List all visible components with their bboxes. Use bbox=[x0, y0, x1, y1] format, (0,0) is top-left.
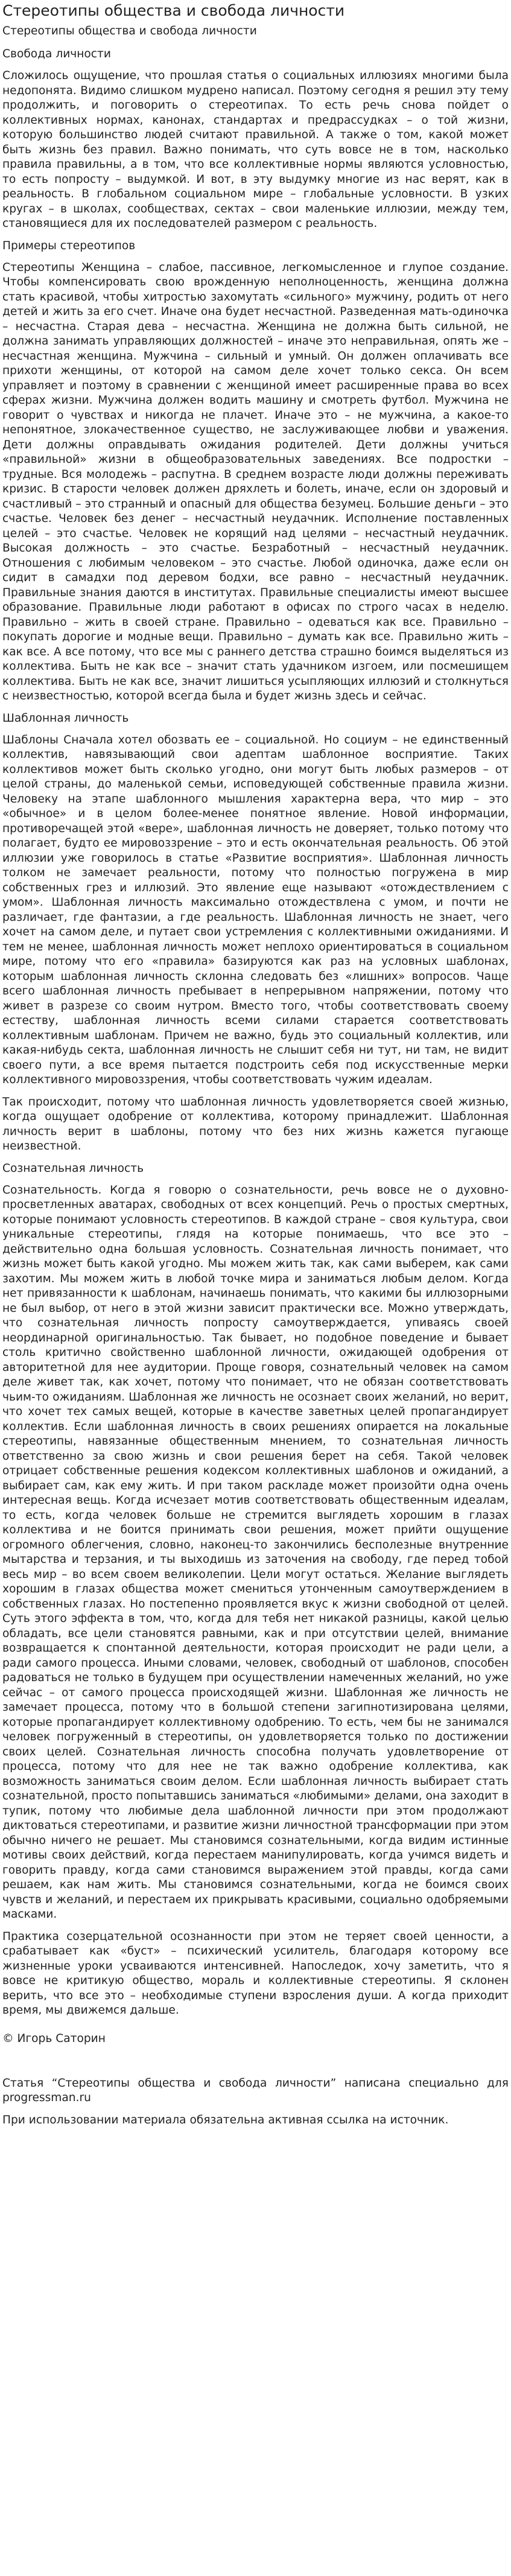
paragraph: Так происходит, потому что шаблонная личность удовлетворяется своей жизнью, когда ощущает одобрение от коллектива, которому принадлежит. Шаблонная личность верит в шаблоны, потому что без них жизнь кажется пугающе неизвестной. bbox=[2, 1095, 509, 1153]
section-heading-conscious-personality: Сознательная личность bbox=[2, 1162, 144, 1175]
section-heading-freedom: Свобода личности bbox=[2, 48, 111, 60]
article-title: Стереотипы общества и свобода личности bbox=[2, 2, 345, 19]
paragraph: Сложилось ощущение, что прошлая статья о социальных иллюзиях многими была недопонята. Видимо слишком мудрено написал. Поэтому сегодня я решил эту тему продолжить, и поговорить о стереотипах. То есть речь снова пойдет о коллективных нормах, канонах, стандартах и предрассудках – о той жизни, которую большинство людей считают правильной. А также о том, какой может быть жизнь без правил. Важно понимать, что суть вовсе не в том, насколько правила правильны, а в том, что все коллективные нормы являются условностью, то есть попросту – выдумкой. И вот, в эту выдумку многие из нас верят, как в реальность. В глобальном социальном мире – глобальные условности. В узких кругах – в школах, сообществах, сектах – свои маленькие иллюзии, между тем, становящиеся для их последователей размером с реальность. bbox=[2, 69, 509, 230]
paragraph: Практика созерцательной осознанности при этом не теряет своей ценности, а срабатывает как «буст» – психический усилитель, благодаря которому все жизненные уроки усваиваются интенсивней. Напоследок, хочу заметить, что я вовсе не критикую общество, мораль и коллективные стереотипы. Я склонен верить, что все это – необходимые ступени взросления души. А когда приходит время, мы движемся дальше. bbox=[2, 1930, 509, 2017]
paragraph: Шаблоны Сначала хотел обозвать ее – социальной. Но социум – не единственный коллектив, навязывающий свои адептам шаблонное восприятие. Таких коллективов может быть сколько угодно, они могут быть любых размеров – от целой страны, до маленькой семьи, исповедующей собственные правила жизни. Человеку на этапе шаблонного мышления характерна вера, что мир – это «обычное» и в целом более-менее понятное явление. Новой информации, противоречащей этой «вере», шаблонная личность не доверяет, только потому что полагает, будто ее мировоззрение – это и есть окончательная реальность. Об этой иллюзии уже говорилось в статье «Развитие восприятия». Шаблонная личность толком не замечает реальности, потому что полностью погружена в мир собственных грез и иллюзий. Это явление еще называют «отождествлением с умом». Шаблонная личность максимально отождествлена с умом, и почти не различает, где фантазии, а где реальность. Шаблонная личность не знает, чего хочет на самом деле, и путает свои устремления с коллективными ожиданиями. И тем не менее, шаблонная личность может неплохо ориентироваться в социальном мире, потому что его «правила» базируются как раз на условных шаблонах, которым шаблонная личность склонна следовать без «лишних» вопросов. Чаще всего шаблонная личность пребывает в непрерывном напряжении, потому что живет в разрезе со своим нутром. Вместо того, чтобы соответствовать своему естеству, шаблонная личность всеми силами старается соответствовать коллективным шаблонам. Причем не важно, будь это социальный коллектив, или какая-нибудь секта, шаблонная личность не слышит себя ни тут, ни там, не видит своего пути, а все время пытается подстроить себя под искусственные мерки коллективного мировоззрения, чтобы соответствовать чужим идеалам. bbox=[2, 733, 509, 1086]
author-signature: © Игорь Саторин bbox=[2, 2032, 106, 2045]
paragraph: Стереотипы Женщина – слабое, пассивное, легкомысленное и глупое создание. Чтобы компенсировать свою врожденную неполноценность, женщина должна стать красивой, чтобы хитростью захомутать «сильного» мужчину, родить от него детей и жить за его счет. Иначе она будет несчастной. Разведенная мать-одиночка – несчастна. Старая дева – несчастна. Женщина не должна быть сильной, не должна занимать управляющих должностей – иначе это неправильная, опять же – несчастная женщина. Мужчина – сильный и умный. Он должен оплачивать все прихоти женщины, от которой на самом деле хочет только секса. Он всем управляет и поэтому в сравнении с женщиной имеет расширенные права во всех сферах жизни. Мужчина должен водить машину и смотреть футбол. Мужчина не говорит о чувствах и никогда не плачет. Иначе это – не мужчина, а какое-то непонятное, злокачественное существо, не заслуживающее любви и уважения. Дети должны оправдывать ожидания родителей. Дети должны учиться «правильной» жизни в общеобразовательных заведениях. Все подростки – трудные. Вся молодежь – распутна. В среднем возрасте люди должны переживать кризис. В старости человек должен дряхлеть и болеть, иначе, если он здоровый и счастливый – это странный и опасный для общества безумец. Большие деньги – это счастье. Человек без денег – несчастный неудачник. Исполнение поставленных целей – это счастье. Человек не корящий над целями – несчастный неудачник. Высокая должность – это счастье. Безработный – несчастный неудачник. Отношения с любимым человеком – это счастье. Любой одиночка, даже если он сидит в самадхи под деревом бодхи, все равно – несчастный неудачник. Правильные знания даются в институтах. Правильные специалисты имеют высшее образование. Правильные люди работают в офисах по строго часах в неделю. Правильно – жить в своей стране. Правильно – одеваться как все. Правильно – покупать дорогие и модные вещи. Правильно – думать как все. Правильно жить – как все. А все потому, что все мы с раннего детства страшно боимся выделяться из коллектива. Быть не как все – значит стать удачником изгоем, или посмешищем коллектива. Быть не как все, значит лишиться усыпляющих иллюзий и столкнуться с неизвестностью, которой всегда была и будет жизнь здесь и сейчас. bbox=[2, 261, 509, 702]
paragraph: Сознательность. Когда я говорю о сознательности, речь вовсе не о духовно-просветленных аватарах, свободных от всех концепций. Речь о простых смертных, которые понимают условность стереотипов. В каждой стране – своя культура, свои уникальные стереотипы, глядя на которые понимаешь, что все это – действительно одна большая условность. Сознательная личность понимает, что жизнь может быть какой угодно. Мы можем жить так, как сами выберем, как сами захотим. Мы можем жить в любой точке мира и заниматься любым делом. Когда нет привязанности к шаблонам, начинаешь понимать, что какими бы иллюзорными не был выбор, от него в этой жизни зависит практически все. Можно утверждать, что сознательная личность попросту самоутверждается, упиваясь своей неординарной оригинальностью. Так бывает, но подобное поведение и бывает столь критично свойственно шаблонной личности, ожидающей одобрения от авторитетной для нее аудитории. Проще говоря, сознательный человек на самом деле живет так, как хочет, потому что понимает, что не обязан соответствовать чьим-то ожиданиям. Шаблонная же личность не осознает своих желаний, но верит, что хочет тех самых вещей, которые в качестве заветных целей пропагандирует коллектив. Если шаблонная личность в своих решениях опирается на локальные стереотипы, навязанные общественным мнением, то сознательная личность ответственно за свою жизнь и свои решения берет на себя. Такой человек отрицает собственные решения кодексом коллективных шаблонов и ожиданий, а выбирает сам, как ему жить. И при таком раскладе может произойти одна очень интересная вещь. Когда исчезает мотив соответствовать общественным идеалам, то есть, когда человек больше не стремится выглядеть хорошим в глазах коллектива и не боится принимать свои решения, может прийти ощущение огромного облегчения, словно, наконец-то закончились бесполезные внутренние мытарства и терзания, и ты выходишь из заточения на свободу, где перед тобой весь мир – во всем своем великолепии. Цели могут остаться. Желание выглядеть хорошим в глазах общества может смениться утонченным самоутверждением в собственных глазах. Но постепенно проявляется вкус к жизни свободной от целей. Суть этого эффекта в том, что, когда для тебя нет никакой разницы, какой целью обладать, все цели становятся равными, как и при отсутствии целей, внимание возвращается к спонтанной деятельности, которая происходит не ради цели, а ради самого процесса. Иными словами, человек, свободный от шаблонов, способен радоваться не только в будущем при осуществлении намеченных желаний, но уже сейчас – от самого процесса происходящей жизни. Шаблонная же личность не замечает процесса, потому что в большой степени загипнотизирована целями, которые пропагандирует коллективному одобрению. То есть, чем бы не занимался человек погруженный в стереотипы, он удовлетворяется только по достижении своих целей. Сознательная личность способна получать удовлетворение от процесса, потому что для нее не так важно одобрение коллектива, как возможность заниматься своим делом. Если шаблонная личность выбирает стать сознательной, просто попытавшись заниматься «любимыми» делами, она заходит в тупик, потому что любимые дела шаблонной личности при этом продолжают диктоваться стереотипами, и развитие жизни личностной трансформации при этом обычно ничего не решает. Мы становимся сознательными, когда видим истинные мотивы своих действий, когда перестаем манипулировать, когда учимся видеть и говорить правду, когда сами становимся выражением этой правды, когда сами решаем, как нам жить. Мы становимся сознательными, когда не боимся своих чувств и желаний, и перестаем их прикрывать красивыми, социально одобряемыми масками. bbox=[2, 1183, 509, 1921]
section-heading-template-personality: Шаблонная личность bbox=[2, 711, 129, 725]
footer-source-note: Статья “Стереотипы общества и свобода личности” написана специально для progressman.ru bbox=[2, 2076, 509, 2104]
section-heading-examples: Примеры стереотипов bbox=[2, 239, 136, 252]
article-subtitle: Стереотипы общества и свобода личности bbox=[2, 25, 257, 37]
footer-copyright-note: При использовании материала обязательна активная ссылка на источник. bbox=[2, 2113, 449, 2126]
